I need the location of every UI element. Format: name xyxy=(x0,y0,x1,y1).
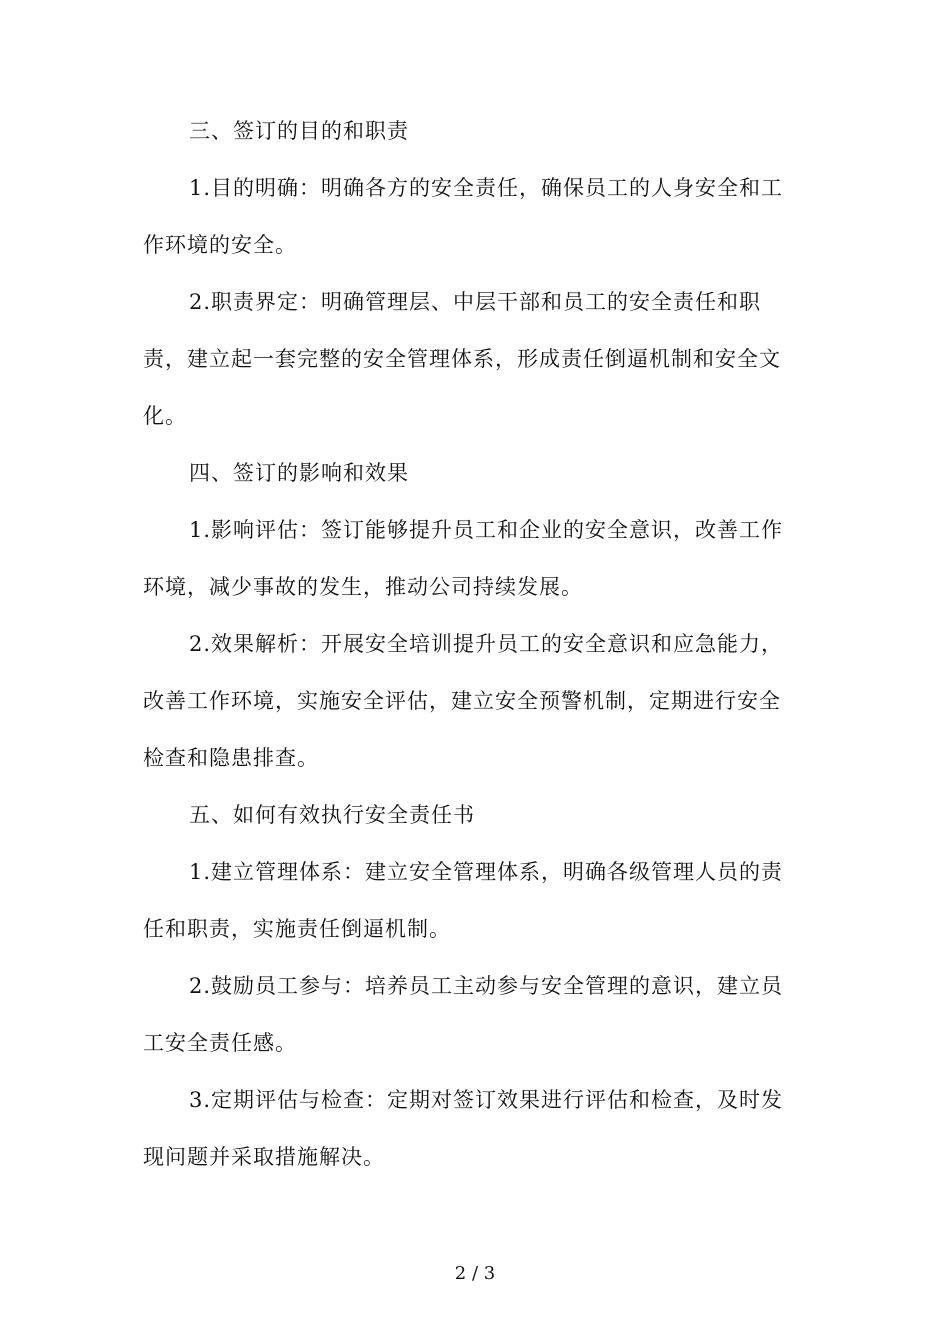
document-body xyxy=(143,103,798,1186)
paragraph: 2.职责界定：明确管理层、中层干部和员工的安全责任和职责，建立起一套完整的安全管理体系，形成责任倒逼机制和安全文化。 xyxy=(143,290,781,428)
paragraph: 2.鼓励员工参与：培养员工主动参与安全管理的意识，建立员工安全责任感。 xyxy=(143,974,784,1055)
section-heading: 四、签订的影响和效果 xyxy=(189,461,409,485)
paragraph: 1.目的明确：明确各方的安全责任，确保员工的人身安全和工作环境的安全。 xyxy=(143,176,784,257)
page-number: 2 / 3 xyxy=(454,1263,496,1284)
paragraph: 3.定期评估与检查：定期对签订效果进行评估和检查，及时发现问题并采取措施解决。 xyxy=(143,1088,784,1169)
paragraph: 1.建立管理体系：建立安全管理体系，明确各级管理人员的责任和职责，实施责任倒逼机制。 xyxy=(143,860,784,941)
section-heading: 五、如何有效执行安全责任书 xyxy=(189,803,475,827)
section-heading: 三、签订的目的和职责 xyxy=(189,119,409,143)
paragraph: 1.影响评估：签订能够提升员工和企业的安全意识，改善工作环境，减少事故的发生，推动公司持续发展。 xyxy=(143,518,784,599)
paragraph: 2.效果解析：开展安全培训提升员工的安全意识和应急能力，改善工作环境，实施安全评估，建立安全预警机制，定期进行安全检查和隐患排查。 xyxy=(143,632,784,770)
